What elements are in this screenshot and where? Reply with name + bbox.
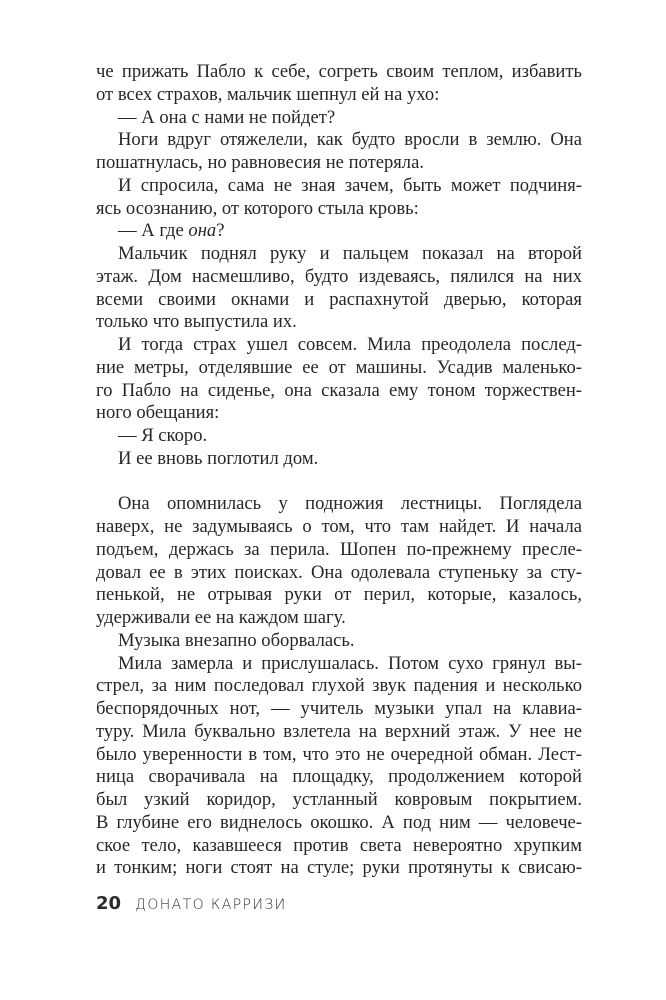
page-number: 20: [96, 893, 122, 914]
text-line: [96, 198, 582, 221]
text-span: всеми своими окнами и распахнутой дверью, которая: [96, 288, 582, 310]
text-span: ское тело, казавшееся против света невероятно хрупким: [96, 834, 582, 856]
text-span: пошатнулась, но равновесия не потеряла.: [96, 152, 424, 173]
text-line: [96, 607, 582, 630]
book-page-body: [96, 61, 582, 880]
page-footer: [96, 893, 287, 914]
text-line: [96, 289, 582, 312]
text-span: и тонким; ноги стоят на стуле; руки протянуты к свисаю-: [96, 857, 582, 879]
text-line: [96, 152, 582, 175]
text-span: ние метры, отделявшие ее от машины. Усадив маленько-: [96, 356, 582, 378]
text-line: [96, 675, 582, 698]
text-span: довал ее в этих поисках. Она одолевала ступеньку за сту-: [96, 561, 582, 583]
text-line: [96, 311, 582, 334]
text-line: [96, 653, 582, 676]
text-line: [96, 539, 582, 562]
text-line: [96, 402, 582, 425]
text-line: [96, 84, 582, 107]
text-line: [96, 448, 582, 471]
text-line: [96, 266, 582, 289]
text-span: этаж. Дом насмешливо, будто издеваясь, пялился на них: [96, 265, 582, 287]
text-line: [96, 789, 582, 812]
text-line: [96, 562, 582, 585]
text-span: был узкий коридор, устланный ковровым покрытием.: [96, 789, 582, 810]
text-line: [96, 334, 582, 357]
text-span: И тогда страх ушел совсем. Мила преодолела послед-: [118, 334, 582, 355]
text-line: [96, 129, 582, 152]
text-line: [96, 220, 582, 243]
text-span: Музыка внезапно оборвалась.: [118, 629, 355, 651]
text-line: [96, 357, 582, 380]
text-span: го Пабло на сиденье, она сказала ему тоном торжествен-: [96, 379, 582, 401]
text-span: от всех страхов, мальчик шепнул ей на ухо:: [96, 83, 440, 105]
text-span: только что выпустила их.: [96, 311, 297, 333]
text-line: [96, 380, 582, 403]
text-span: И ее вновь поглотил дом.: [118, 447, 319, 469]
text-line: [96, 812, 582, 835]
text-line: [96, 516, 582, 539]
text-line: [96, 630, 582, 653]
text-span: ного обещания:: [96, 402, 220, 424]
italic-emphasis: она: [188, 220, 217, 242]
text-line: [96, 584, 582, 607]
text-line: [96, 107, 582, 130]
text-line: [96, 857, 582, 880]
text-span: че прижать Пабло к себе, согреть своим теплом, избавить: [96, 61, 582, 82]
text-span: беспорядочных нот, — учитель музыки упал на клавиа-: [96, 698, 582, 719]
text-span: было уверенности в том, что это не очередной обман. Лест-: [96, 743, 582, 765]
text-span: И спросила, сама не зная зачем, быть может подчиня-: [118, 174, 582, 196]
text-line: [96, 698, 582, 721]
text-line: [96, 766, 582, 789]
text-span: стрел, за ним последовал глухой звук падения и несколько: [96, 675, 582, 697]
text-span: пенькой, не отрывая руки от перил, которые, казалось,: [96, 584, 582, 606]
text-span: Мальчик поднял руку и пальцем показал на второй: [118, 243, 582, 264]
text-span: удерживали ее на каждом шагу.: [96, 607, 346, 628]
text-span: — А она с нами не пойдет?: [118, 106, 336, 128]
text-span: — А где: [118, 220, 189, 242]
text-span: Мила замерла и прислушалась. Потом сухо грянул вы-: [118, 652, 582, 674]
text-span: ница сворачивала на площадку, продолжением которой: [96, 766, 582, 788]
running-header-author: ДОНАТО КАРРИЗИ: [135, 897, 287, 913]
text-span: Она опомнилась у подножия лестницы. Поглядела: [118, 493, 582, 515]
text-span: В глубине его виднелось окошко. А под ним — человече-: [96, 811, 582, 833]
paragraph-break: [96, 471, 582, 494]
text-line: [96, 425, 582, 448]
text-line: [96, 744, 582, 767]
text-line: [96, 175, 582, 198]
text-span: — Я скоро.: [118, 425, 208, 446]
text-line: [96, 61, 582, 84]
text-line: [96, 721, 582, 744]
text-span: подъем, держась за перила. Шопен по-прежнему пресле-: [96, 538, 582, 560]
text-span: наверх, не задумываясь о том, что там найдет. И начала: [96, 516, 582, 537]
text-line: [96, 493, 582, 516]
text-span: Ноги вдруг отяжелели, как будто вросли в землю. Она: [118, 129, 582, 151]
text-span: ясь осознанию, от которого стыла кровь:: [96, 197, 419, 219]
text-span: ?: [216, 220, 225, 242]
text-line: [96, 243, 582, 266]
text-span: туру. Мила буквально взлетела на верхний этаж. У нее не: [96, 720, 582, 742]
text-line: [96, 835, 582, 858]
